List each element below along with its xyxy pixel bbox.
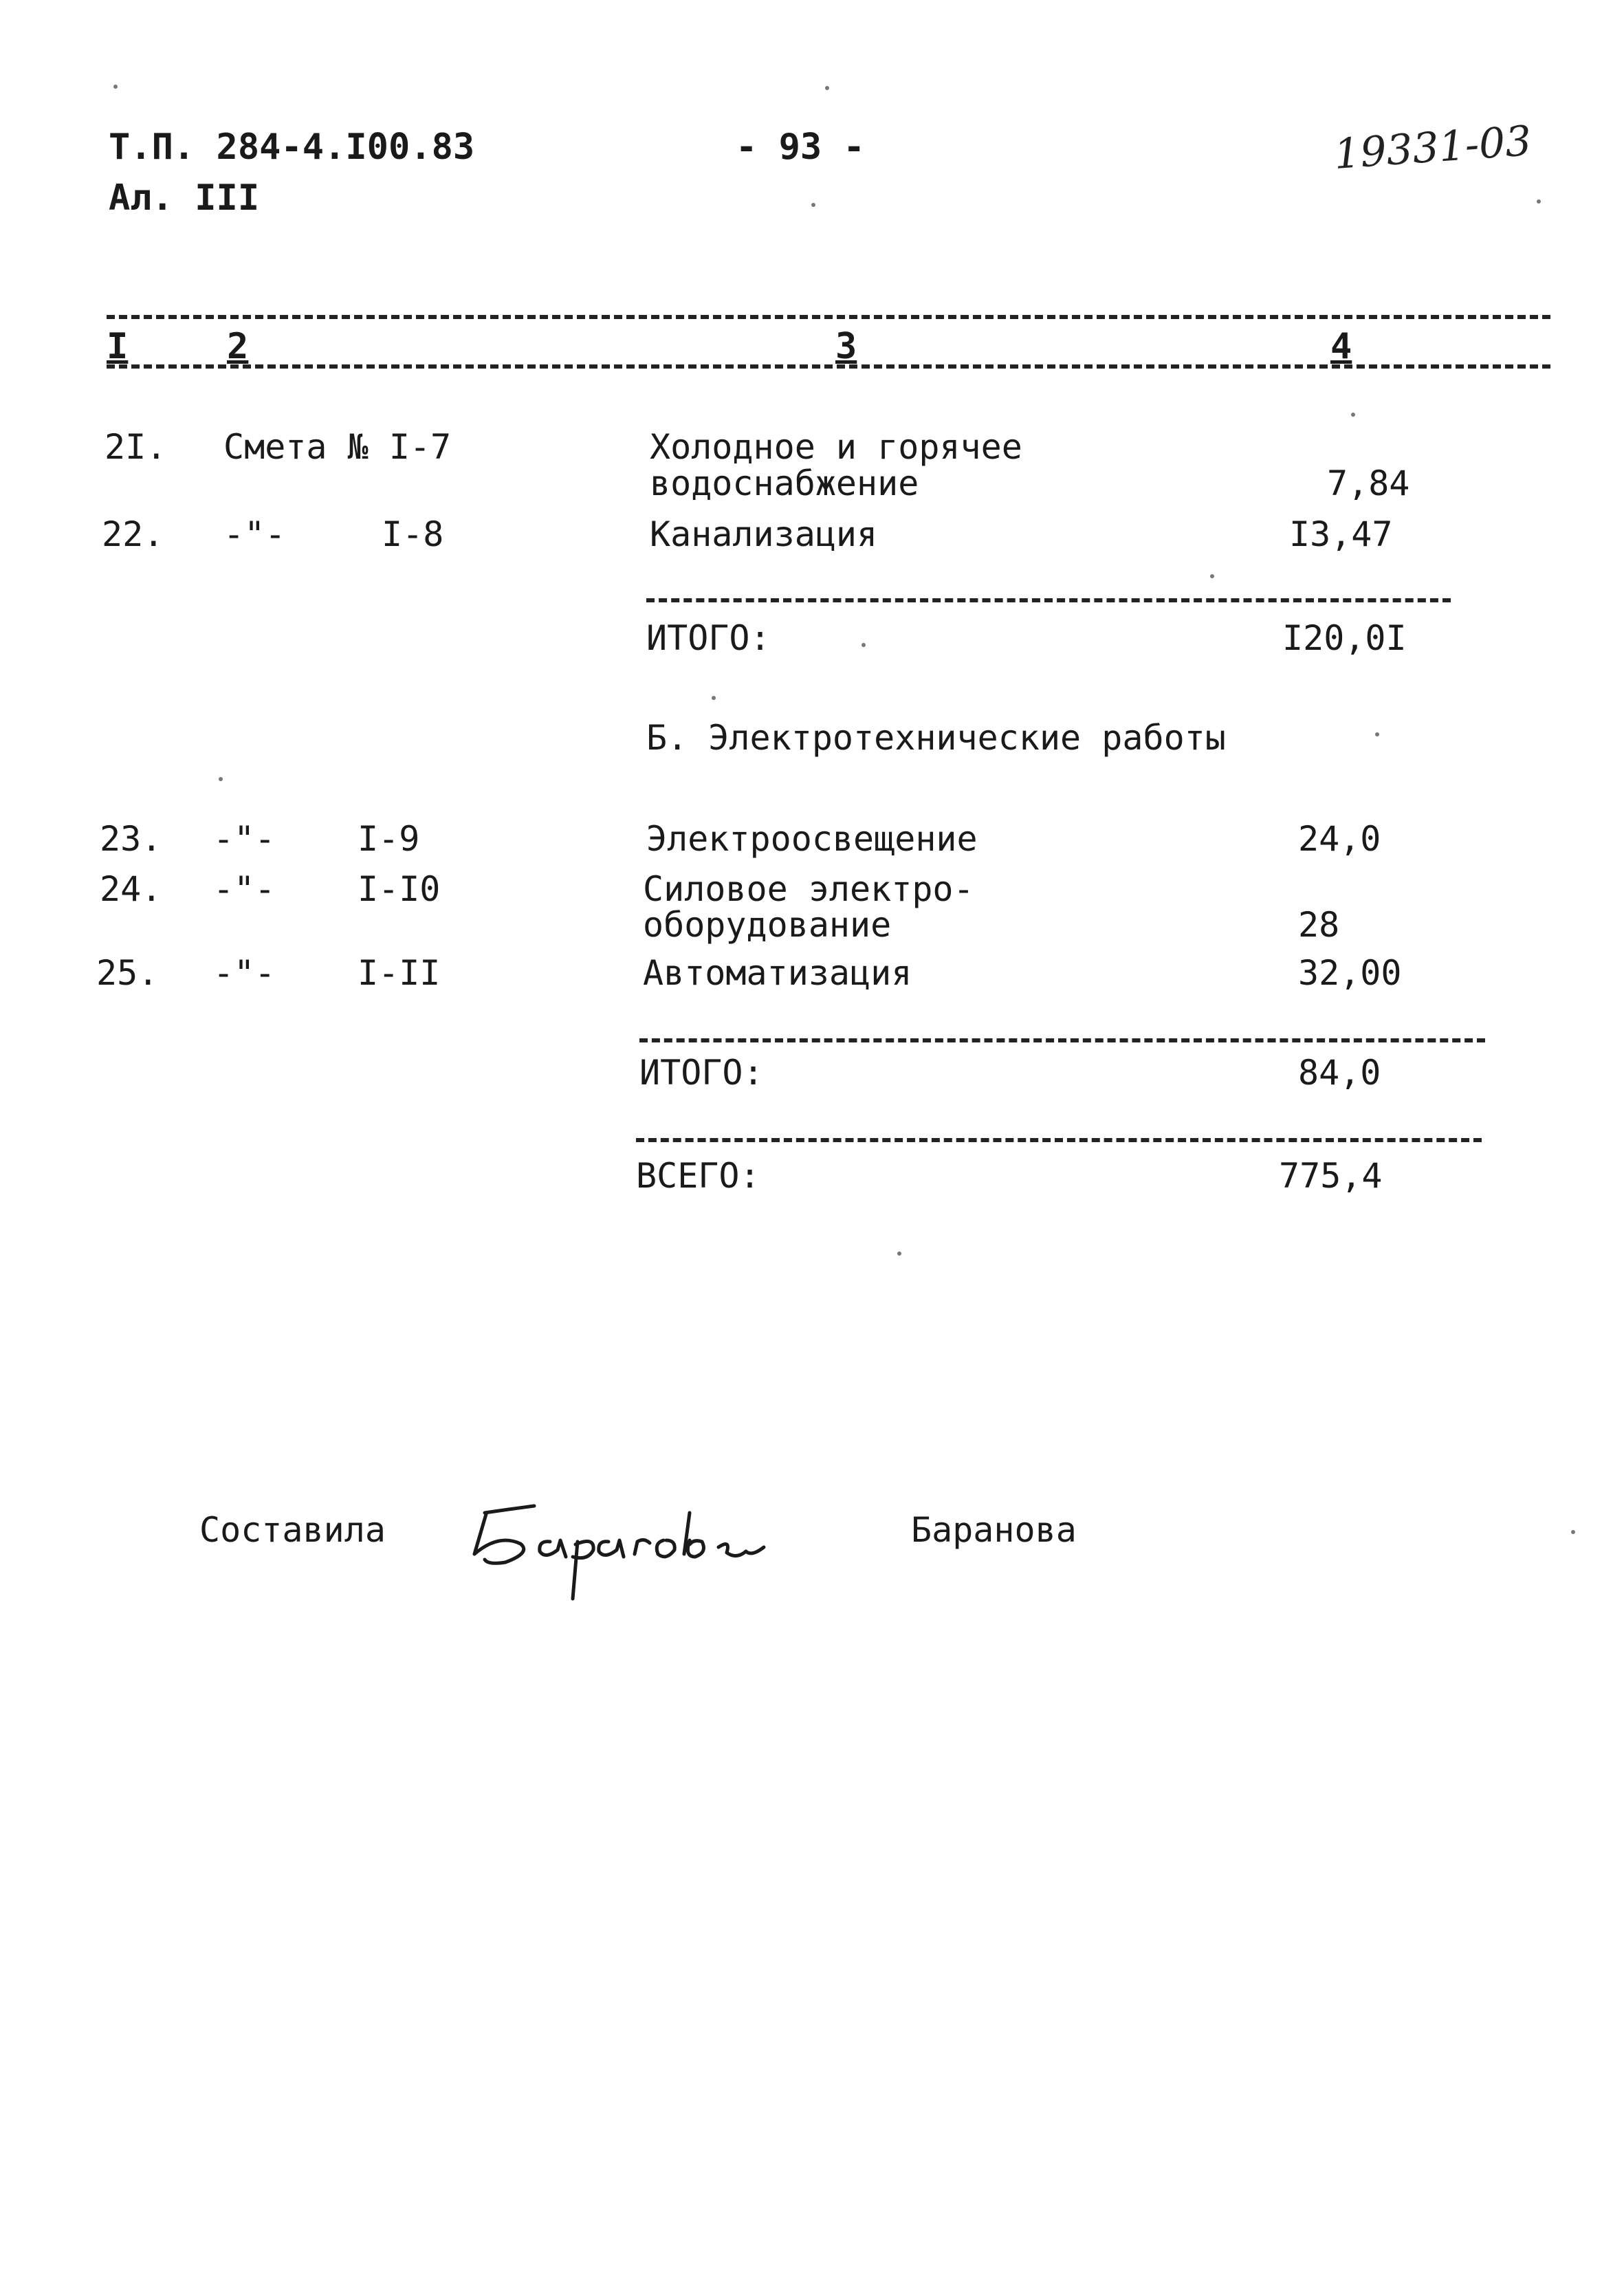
row-name-line1: Силовое электро- — [643, 869, 974, 909]
row-name-line1: Холодное и горячее — [650, 427, 1022, 467]
subtotal-rule — [646, 598, 1451, 602]
row-reference: -"- — [223, 514, 286, 554]
row-reference: -"- — [213, 819, 276, 859]
row-value: 7,84 — [1327, 463, 1410, 503]
scan-speck — [1375, 732, 1379, 736]
subtotal-value: I20,0I — [1282, 618, 1407, 658]
column-header-1: I — [107, 326, 129, 367]
row-number: 22. — [102, 514, 164, 554]
signature — [457, 1485, 787, 1609]
scan-speck — [897, 1251, 901, 1256]
subtotal-label: ИТОГО: — [646, 618, 771, 658]
archive-number: 19331-03 — [1332, 117, 1533, 179]
row-value: 24,0 — [1298, 819, 1381, 859]
column-header-4: 4 — [1330, 326, 1352, 367]
table-header-rule — [107, 364, 1550, 369]
scan-speck — [1351, 413, 1355, 417]
row-name-line1: Канализация — [650, 514, 878, 554]
row-value: I3,47 — [1289, 514, 1393, 554]
subtotal-value: 84,0 — [1298, 1053, 1381, 1093]
scan-speck — [1537, 199, 1541, 204]
row-estimate: I-II — [358, 953, 441, 993]
row-reference: -"- — [213, 869, 276, 909]
row-name-line2: оборудование — [643, 905, 892, 945]
row-name-line1: Автоматизация — [643, 953, 912, 993]
table-top-rule — [107, 315, 1550, 319]
grand-total-label: ВСЕГО: — [636, 1156, 760, 1196]
row-number: 25. — [96, 953, 159, 993]
scan-speck — [712, 696, 716, 700]
column-header-2: 2 — [227, 326, 249, 367]
scan-speck — [825, 86, 829, 90]
compiled-by-label: Составила — [199, 1510, 386, 1550]
section-title: Б. Электротехнические работы — [646, 718, 1226, 758]
row-estimate: I-8 — [382, 514, 444, 554]
scan-speck — [811, 203, 815, 207]
scan-speck — [1571, 1530, 1575, 1534]
row-number: 2I. — [105, 427, 167, 467]
scan-speck — [862, 643, 866, 647]
total-rule — [636, 1138, 1482, 1142]
row-name-line2: водоснабжение — [650, 463, 919, 503]
scan-speck — [113, 85, 118, 89]
row-reference: Смета № I-7 — [223, 427, 452, 467]
doc-code: Т.П. 284-4.I00.83 — [109, 127, 475, 168]
row-name-line1: Электроосвещение — [646, 819, 978, 859]
row-value: 28 — [1298, 905, 1340, 945]
scan-speck — [219, 777, 223, 781]
compiler-name: Баранова — [911, 1510, 1077, 1550]
row-number: 24. — [100, 869, 162, 909]
row-value: 32,00 — [1298, 953, 1402, 993]
row-estimate: I-9 — [358, 819, 420, 859]
scan-speck — [1210, 574, 1214, 578]
row-number: 23. — [100, 819, 162, 859]
subtotal-label: ИТОГО: — [639, 1053, 764, 1093]
grand-total-value: 775,4 — [1279, 1156, 1383, 1196]
album-number: Ал. III — [109, 177, 260, 219]
page-number: - 93 - — [736, 127, 865, 168]
row-estimate: I-I0 — [358, 869, 441, 909]
subtotal-rule — [639, 1038, 1485, 1042]
column-header-3: 3 — [835, 326, 857, 367]
row-reference: -"- — [213, 953, 276, 993]
